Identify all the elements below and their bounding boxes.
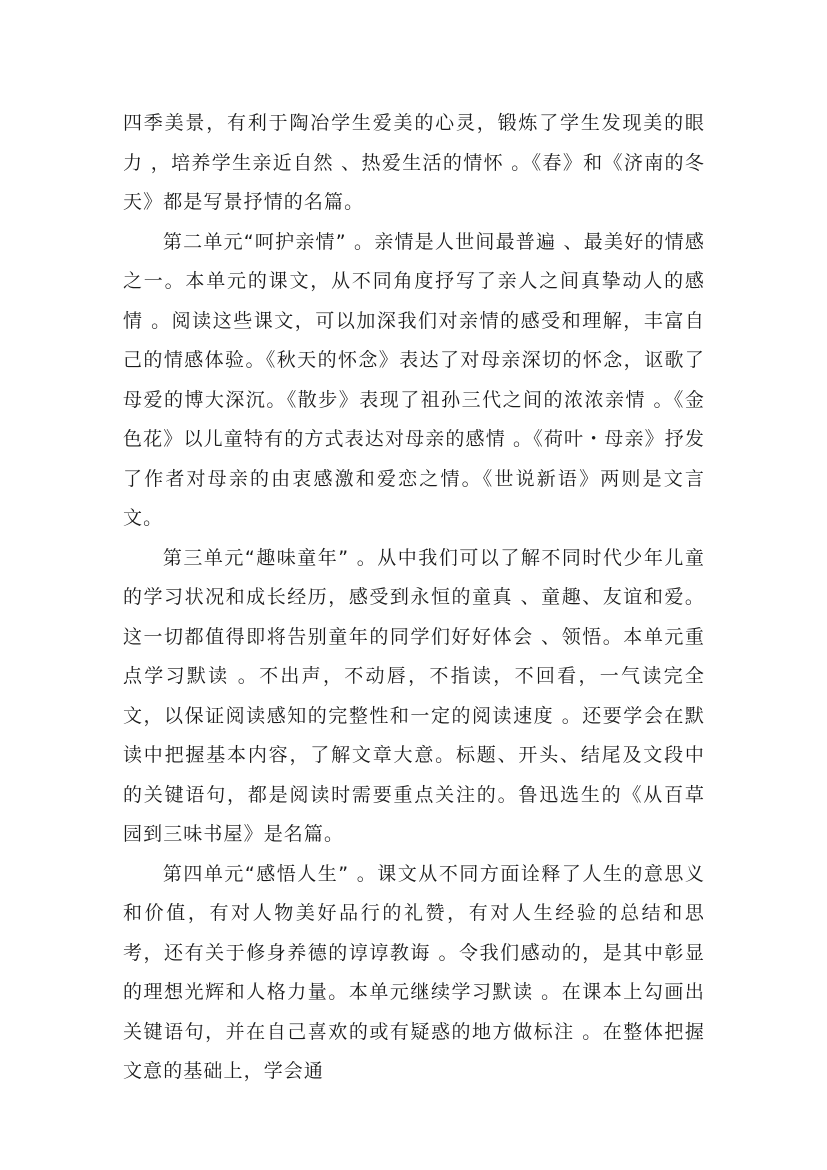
paragraph-unit-three: 第三单元“趣味童年” 。从中我们可以了解不同时代少年儿童的学习状况和成长经历，感受到永恒的童真 、童趣、友谊和爱。这一切都值得即将告别童年的同学们好好体会 、领悟。本单元重点学习默读 。不出声，不动唇，不指读，不回看，一气读完全文，以保证阅读感知的完整性和一定的阅读速度 。还要学会在默读中把握基本内容，了解文章大意。标题、开头、结尾及文段中的关键语句，都是阅读时需要重点关注的。鲁迅选生的《从百草园到三味书屋》是名篇。	[123, 546, 705, 845]
paragraph-unit-four: 第四单元“感悟人生” 。课文从不同方面诠释了人生的意思义和价值，有对人物美好品行的礼赞，有对人生经验的总结和思考，还有关于修身养德的谆谆教诲 。令我们感动的，是其中彰显的理想光辉和人格力量。本单元继续学习默读 。在课本上勾画出关键语句，并在自己喜欢的或有疑惑的地方做标注 。在整体把握文意的基础上，学会通	[123, 862, 705, 1082]
paragraph-continuation: 四季美景，有利于陶冶学生爱美的心灵，锻炼了学生发现美的眼力 ，培养学生亲近自然 、热爱生活的情怀 。《春》和《济南的冬天》都是写景抒情的名篇。	[123, 112, 705, 213]
paragraph-unit-two: 第二单元“呵护亲情” 。亲情是人世间最普遍 、最美好的情感之一。本单元的课文，从不同角度抒写了亲人之间真挚动人的感情 。阅读这些课文，可以加深我们对亲情的感受和理解，丰富自己的情感体验。《秋天的怀念》表达了对母亲深切的怀念，讴歌了母爱的博大深沉。《散步》表现了祖孙三代之间的浓浓亲情 。《金色花》以儿童特有的方式表达对母亲的感情 。《荷叶・母亲》抒发了作者对母亲的由衷感激和爱恋之情。《世说新语》两则是文言文。	[123, 230, 705, 529]
document-body	[123, 104, 705, 1092]
